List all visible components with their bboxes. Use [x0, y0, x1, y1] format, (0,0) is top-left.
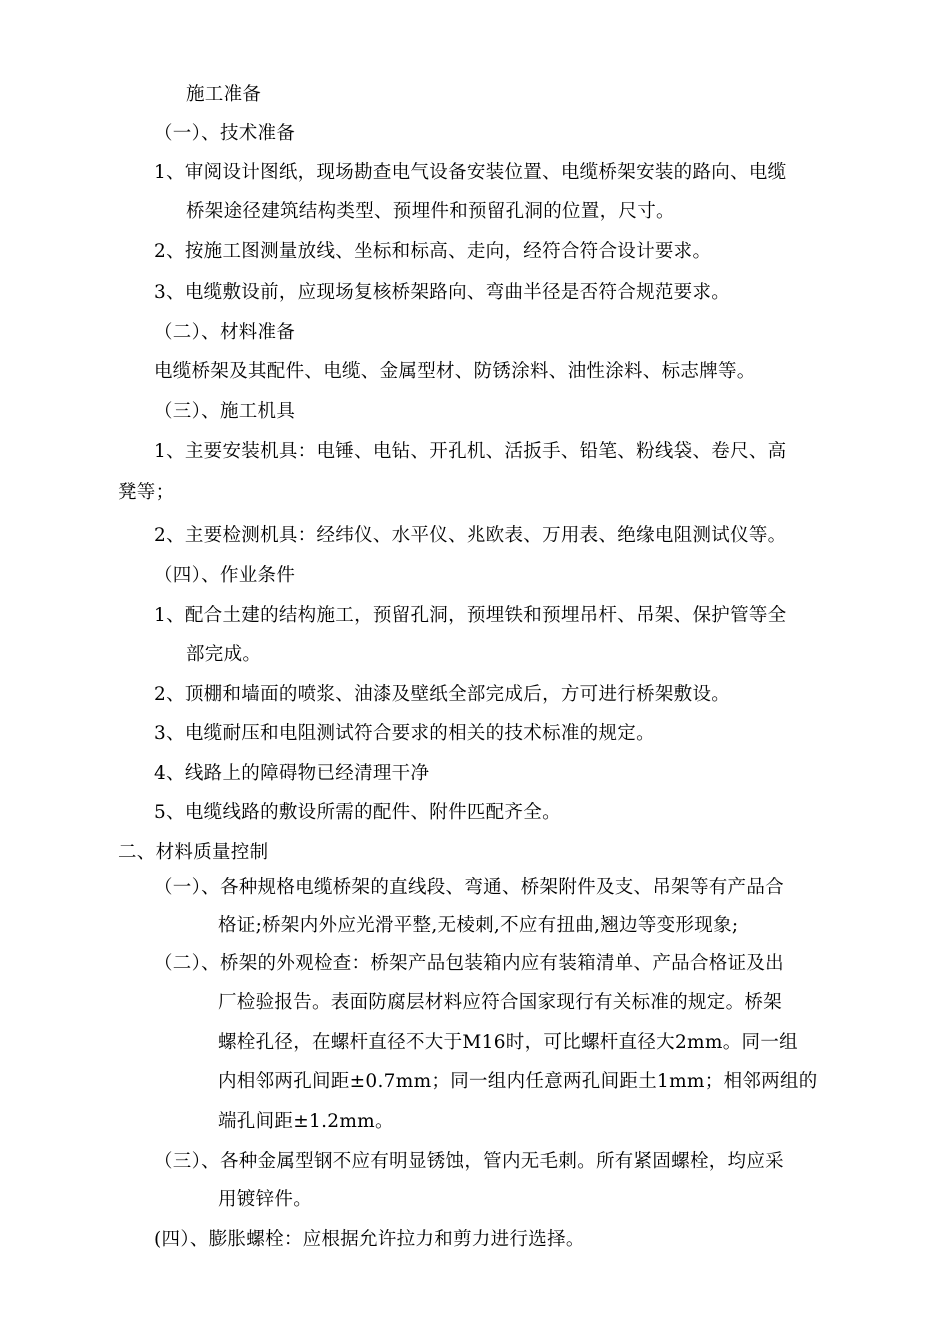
section-heading-construction-prep: 施工准备	[186, 84, 262, 105]
paragraph-line: 4、线路上的障碍物已经清理干净	[154, 763, 430, 784]
paragraph-line: 1、主要安装机具：电锤、电钻、开孔机、活扳手、铅笔、粉线袋、卷尺、高	[154, 441, 787, 462]
paragraph-line: 2、按施工图测量放线、坐标和标高、走向，经符合符合设计要求。	[154, 241, 712, 262]
paragraph-line: 凳等；	[118, 482, 175, 503]
paragraph-line: 2、顶棚和墙面的喷浆、油漆及壁纸全部完成后，方可进行桥架敷设。	[154, 684, 731, 705]
paragraph-line: 桥架途径建筑结构类型、预埋件和预留孔洞的位置，尺寸。	[186, 201, 675, 222]
subheading-construction-tools: （三）、施工机具	[154, 401, 296, 422]
section-heading-material-quality: 二、材料质量控制	[118, 842, 269, 863]
paragraph-line: 端孔间距±1.2mm。	[218, 1111, 394, 1132]
paragraph-line: 用镀锌件。	[218, 1189, 313, 1210]
paragraph-line: 电缆桥架及其配件、电缆、金属型材、防锈涂料、油性涂料、标志牌等。	[154, 361, 756, 382]
paragraph-line: （二）、桥架的外观检查：桥架产品包装箱内应有装箱清单、产品合格证及出	[154, 953, 784, 974]
paragraph-line: 部完成。	[186, 644, 262, 665]
paragraph-line: （一）、各种规格电缆桥架的直线段、弯通、桥架附件及支、吊架等有产品合	[154, 877, 784, 898]
paragraph-line: (四）、膨胀螺栓：应根据允许拉力和剪力进行选择。	[154, 1229, 585, 1250]
paragraph-line: 1、审阅设计图纸，现场勘查电气设备安装位置、电缆桥架安装的路向、电缆	[154, 162, 787, 183]
subheading-work-conditions: （四）、作业条件	[154, 565, 296, 586]
paragraph-line: （三）、各种金属型钢不应有明显锈蚀，管内无毛刺。所有紧固螺栓，均应采	[154, 1151, 784, 1172]
subheading-material-prep: （二）、材料准备	[154, 322, 296, 343]
paragraph-line: 3、电缆耐压和电阻测试符合要求的相关的技术标准的规定。	[154, 723, 655, 744]
paragraph-line: 2、主要检测机具：经纬仪、水平仪、兆欧表、万用表、绝缘电阻测试仪等。	[154, 525, 787, 546]
paragraph-line: 1、配合土建的结构施工，预留孔洞，预埋铁和预埋吊杆、吊架、保护管等全	[154, 605, 787, 626]
paragraph-line: 格证;桥架内外应光滑平整,无棱刺,不应有扭曲,翘边等变形现象;	[218, 915, 739, 936]
paragraph-line: 厂检验报告。表面防腐层材料应符合国家现行有关标准的规定。桥架	[218, 992, 783, 1013]
paragraph-line: 5、电缆线路的敷设所需的配件、附件匹配齐全。	[154, 802, 561, 823]
paragraph-line: 螺栓孔径，在螺杆直径不大于M16时，可比螺杆直径大2mm。同一组	[218, 1032, 798, 1053]
paragraph-line: 内相邻两孔间距±0.7mm；同一组内任意两孔间距土1mm；相邻两组的	[218, 1071, 818, 1092]
subheading-technical-prep: （一）、技术准备	[154, 123, 296, 144]
paragraph-line: 3、电缆敷设前，应现场复核桥架路向、弯曲半径是否符合规范要求。	[154, 282, 731, 303]
